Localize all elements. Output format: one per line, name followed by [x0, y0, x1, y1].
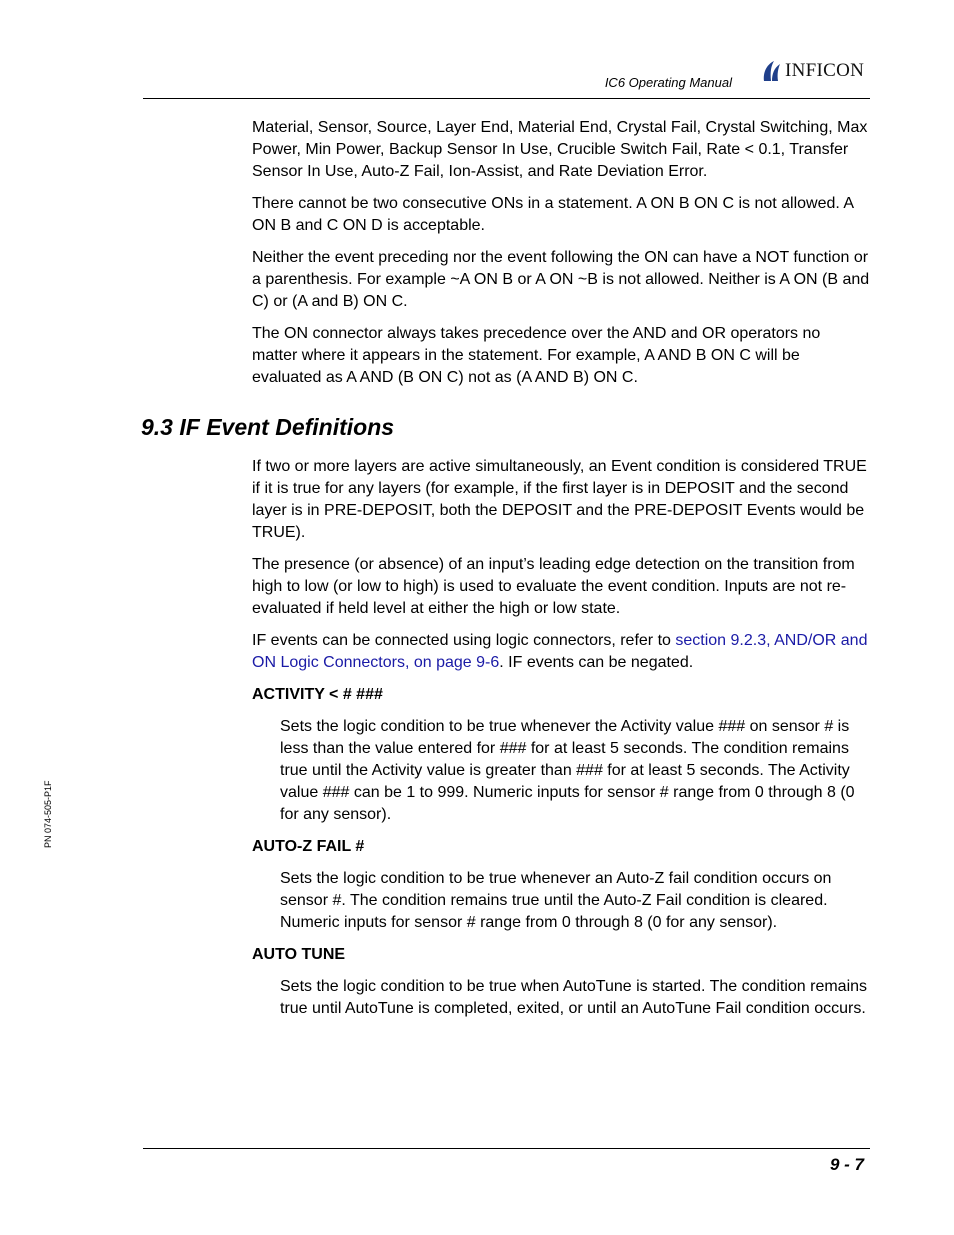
intro-text: [252, 117, 870, 399]
paragraph-text: . IF events can be negated.: [499, 654, 694, 671]
paragraph: Neither the event preceding nor the event following the ON can have a NOT function or a parenthesis. For example ~A ON B or A ON ~B is not allowed. Neither is A ON (B and C) or (A and B) ON C.: [252, 249, 870, 310]
page-number: 9 - 7: [829, 1155, 864, 1174]
paragraph-text: IF events can be connected using logic connectors, refer to: [252, 632, 676, 649]
definition-body: Sets the logic condition to be true when AutoTune is started. The condition remains true until AutoTune is completed, exited, or until an AutoTune Fail condition occurs.: [280, 978, 868, 1017]
paragraph: The presence (or absence) of an input’s leading edge detection on the transition from high to low (or low to high) is used to evaluate the event condition. Inputs are not re-evaluated if held level at either the high or low state.: [252, 556, 855, 617]
definition-term: AUTO TUNE: [252, 946, 346, 963]
section-body: [252, 456, 870, 1030]
paragraph: [252, 630, 870, 674]
footer-rule: [143, 1148, 870, 1149]
logo-wordmark: INFICON: [785, 60, 865, 81]
section-cross-reference-link[interactable]: section 9.2.3, AND/OR and ON Logic Connectors, on page 9-6: [252, 632, 868, 671]
definition-body: Sets the logic condition to be true whenever an Auto-Z fail condition occurs on sensor #. The condition remains true until the Auto-Z Fail condition is cleared. Numeric inputs for sensor # range from 0 through 8 (0 for any sensor).: [280, 870, 832, 931]
manual-title: IC6 Operating Manual: [604, 75, 732, 90]
definition-term: ACTIVITY < # ###: [252, 686, 383, 703]
part-number: PN 074-505-P1F: [43, 780, 53, 848]
definition-body: Sets the logic condition to be true whenever the Activity value ### on sensor # is less than the value entered for ### for at least 5 seconds. The condition remains true until the Activity value is greater than ### for at least 5 seconds. The Activity value ### can be 1 to 999. Numeric inputs for sensor # range from 0 through 8 (0 for any sensor).: [280, 718, 855, 823]
paragraph: Material, Sensor, Source, Layer End, Material End, Crystal Fail, Crystal Switching, Max Power, Min Power, Backup Sensor In Use, Crucible Switch Fail, Rate < 0.1, Transfer Sensor In Use, Auto-Z Fail, Ion-Assist, and Rate Deviation Error.: [252, 119, 868, 180]
header-rule: [143, 98, 870, 99]
inficon-logo: [760, 58, 864, 84]
paragraph: There cannot be two consecutive ONs in a statement. A ON B ON C is not allowed. A ON B and C ON D is acceptable.: [252, 195, 854, 234]
section-heading: 9.3 IF Event Definitions: [141, 414, 395, 440]
paragraph: The ON connector always takes precedence over the AND and OR operators no matter where it appears in the statement. For example, A AND B ON C will be evaluated as A AND (B ON C) not as (A AND B) ON C.: [252, 325, 821, 386]
paragraph: If two or more layers are active simultaneously, an Event condition is considered TRUE if it is true for any layers (for example, if the first layer is in DEPOSIT and the second layer is in PRE-DEPOSIT, both the DEPOSIT and the PRE-DEPOSIT Events would be TRUE).: [252, 458, 867, 541]
definition-term: AUTO-Z FAIL #: [252, 838, 365, 855]
inficon-swoosh-icon: [760, 59, 782, 83]
